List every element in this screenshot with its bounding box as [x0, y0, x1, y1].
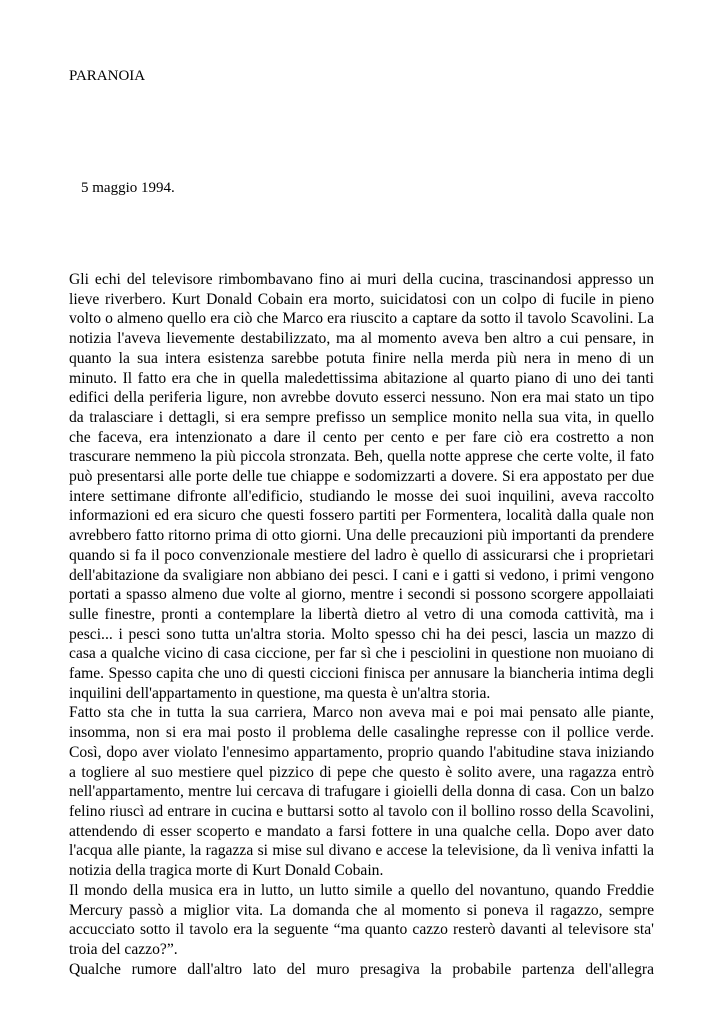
document-body — [69, 270, 654, 979]
document-date: 5 maggio 1994. — [81, 180, 175, 196]
body-paragraph: Il mondo della musica era in lutto, un lutto simile a quello del novantuno, quando Freddie Mercury passò a miglior vita. La domanda che al momento si poneva il ragazzo, sempre accucciato sotto il tavolo era la seguente “ma quanto cazzo resterò davanti al televisore sta' troia del cazzo?”. — [69, 881, 654, 958]
body-paragraph: Fatto sta che in tutta la sua carriera, Marco non aveva mai e poi mai pensato alle piante, insomma, non si era mai posto il problema delle casalinghe represse con il pollice verde. Così, dopo aver violato l'ennesimo appartamento, proprio quando l'abitudine stava iniziando a togliere al suo mestiere quel pizzico di pepe che questo è solito avere, una ragazza entrò nell'appartamento, mentre lui cercava di trafugare i gioielli della donna di casa. Con un balzo felino riuscì ad entrare in cucina e buttarsi sotto al tavolo con il bollino rosso della Scavolini, attendendo di esser scoperto e mandato a farsi fottere in una qualche cella. Dopo aver dato l'acqua alle piante, la ragazza si mise sul divano e accese la televisione, da lì veniva infatti la notizia della tragica morte di Kurt Donald Cobain. — [69, 704, 654, 880]
body-paragraph: Qualche rumore dall'altro lato del muro presagiva la probabile partenza dell'allegra — [69, 960, 654, 978]
body-paragraph: Gli echi del televisore rimbombavano fino ai muri della cucina, trascinandosi appresso un lieve riverbero. Kurt Donald Cobain era morto, suicidatosi con un colpo di fucile in pieno volto o almeno quello era ciò che Marco era riuscito a captare da sotto il tavolo Scavolini. La notizia l'aveva lievemente destabilizzato, ma al momento aveva ben altro a cui pensare, in quanto la sua intera esistenza sarebbe potuta finire nella merda più nera in meno di un minuto. Il fatto era che in quella maledettissima abitazione al quarto piano di uno dei tanti edifici della periferia ligure, non avrebbe dovuto esserci nessuno. Non era mai stato un tipo da tralasciare i dettagli, si era sempre prefisso un semplice monito nella sua vita, in quello che faceva, era intenzionato a dare il cento per cento e per fare ciò era costretto a non trascurare nemmeno la più piccola stronzata. Beh, quella notte apprese che certe volte, il fato può presentarsi alle porte delle tue chiappe e sodomizzarti a dovere. Si era appostato per due intere settimane difronte all'edificio, studiando le mosse dei suoi inquilini, aveva raccolto informazioni ed era sicuro che questi fossero partiti per Formentera, località dalla quale non avrebbero fatto ritorno prima di otto giorni. Una delle precauzioni più importanti da prendere quando si fa il poco convenzionale mestiere del ladro è quello di assicurarsi che i proprietari dell'abitazione da svaligiare non abbiano dei pesci. I cani e i gatti si vedono, i primi vengono portati a spasso almeno due volte al giorno, mentre i secondi si possono scorgere appollaiati sulle finestre, pronti a contemplare la libertà dietro al vetro di una comoda cattività, ma i pesci... i pesci sono tutta un'altra storia. Molto spesso chi ha dei pesci, lascia un mazzo di casa a qualche vicino di casa ciccione, per far sì che i pesciolini in questione non muoiano di fame. Spesso capita che uno di questi ciccioni finisca per annusare la biancheria intima degli inquilini dell'appartamento in questione, ma questa è un'altra storia. — [69, 271, 654, 702]
document-title: PARANOIA — [69, 68, 146, 84]
